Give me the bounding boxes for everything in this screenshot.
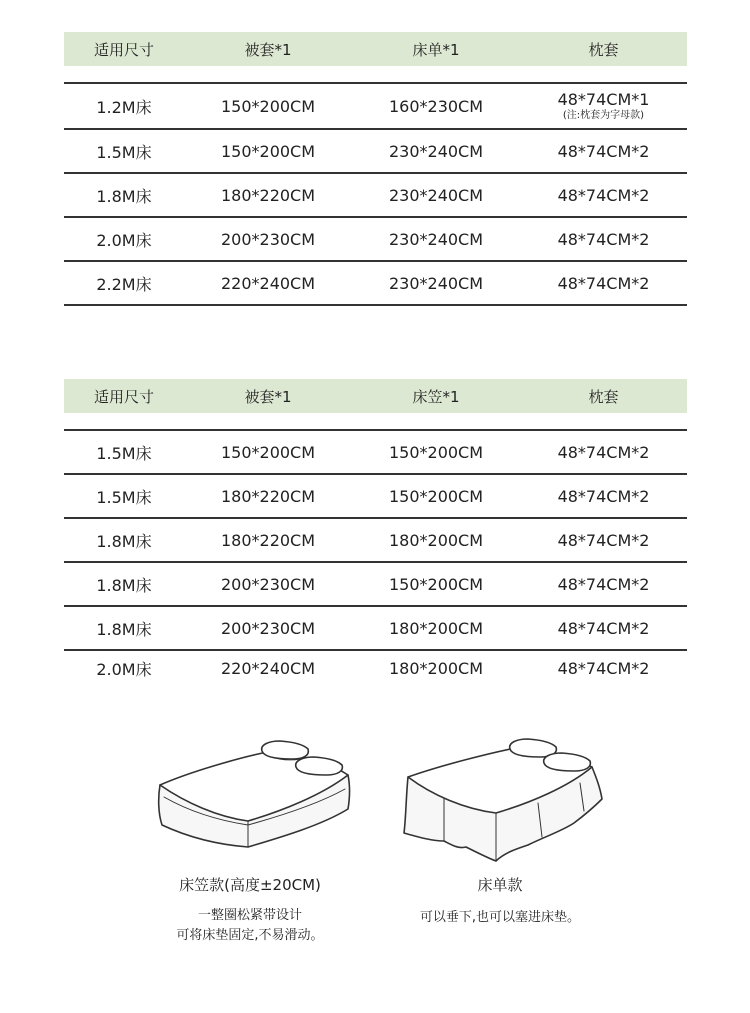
header-size: 适用尺寸 (93, 40, 154, 59)
cell-duvet: 180*220CM (220, 530, 316, 550)
cell-size: 2.0M床 (96, 659, 152, 679)
table-row (64, 431, 687, 475)
cell-pillowcase (520, 91, 687, 122)
header-duvet: 被套*1 (244, 387, 292, 406)
table-row (64, 218, 687, 262)
cell-size: 1.8M床 (96, 575, 152, 595)
table-row (64, 519, 687, 563)
table-row (64, 174, 687, 218)
cell-fitted: 150*200CM (388, 574, 484, 594)
cell-pillowcase: 48*74CM*2 (557, 530, 650, 550)
cell-pillowcase: 48*74CM*2 (557, 442, 650, 462)
cell-fitted: 150*200CM (388, 442, 484, 462)
table-row (64, 607, 687, 651)
cell-pillowcase: 48*74CM*2 (557, 141, 650, 161)
table-row (64, 262, 687, 306)
fitted-desc-line2: 可将床垫固定,不易滑动。 (176, 928, 324, 943)
flat-desc-line1: 可以垂下,也可以塞进床垫。 (419, 910, 581, 925)
cell-duvet: 200*230CM (220, 574, 316, 594)
cell-size: 1.8M床 (96, 619, 152, 639)
cell-pillowcase: 48*74CM*2 (557, 486, 650, 506)
table-row (64, 475, 687, 519)
cell-sheet: 160*230CM (388, 96, 484, 116)
table-header (64, 32, 687, 66)
cell-duvet: 150*200CM (220, 141, 316, 161)
cell-size: 1.8M床 (96, 531, 152, 551)
pillowcase-value: 48*74CM*1 (557, 89, 650, 109)
header-pillowcase: 枕套 (588, 387, 619, 406)
cell-sheet: 230*240CM (388, 273, 484, 293)
header-pillowcase: 枕套 (588, 40, 619, 59)
cell-duvet: 220*240CM (220, 273, 316, 293)
table-header (64, 379, 687, 413)
pillowcase-note: (注:枕套为字母款) (562, 109, 645, 121)
cell-pillowcase: 48*74CM*2 (557, 658, 650, 678)
size-table-flat-sheet (64, 32, 687, 306)
cell-pillowcase: 48*74CM*2 (557, 229, 650, 249)
fitted-bed-icon (152, 737, 357, 852)
cell-pillowcase: 48*74CM*2 (557, 185, 650, 205)
table-row (64, 563, 687, 607)
cell-duvet: 180*220CM (220, 185, 316, 205)
header-duvet: 被套*1 (244, 40, 292, 59)
header-fitted: 床笠*1 (412, 387, 460, 406)
table-row (64, 130, 687, 174)
header-spacer (64, 413, 687, 431)
cell-duvet: 220*240CM (220, 658, 316, 678)
header-size: 适用尺寸 (93, 387, 154, 406)
cell-duvet: 150*200CM (220, 442, 316, 462)
cell-duvet: 150*200CM (220, 96, 316, 116)
cell-duvet: 200*230CM (220, 618, 316, 638)
cell-fitted: 180*200CM (388, 618, 484, 638)
cell-size: 2.2M床 (96, 274, 152, 294)
size-table-fitted-sheet (64, 379, 687, 685)
cell-size: 1.5M床 (96, 142, 152, 162)
table-row (64, 651, 687, 685)
cell-duvet: 180*220CM (220, 486, 316, 506)
table-row (64, 84, 687, 130)
fitted-caption: 床笠款(高度±20CM) (179, 876, 321, 894)
flat-description (390, 908, 610, 928)
illustration-area (0, 735, 750, 1013)
cell-size: 1.5M床 (96, 443, 152, 463)
flat-caption: 床单款 (477, 876, 523, 894)
cell-sheet: 230*240CM (388, 229, 484, 249)
cell-fitted: 180*200CM (388, 530, 484, 550)
cell-pillowcase: 48*74CM*2 (557, 574, 650, 594)
cell-fitted: 180*200CM (388, 658, 484, 678)
cell-pillowcase: 48*74CM*2 (557, 618, 650, 638)
cell-pillowcase: 48*74CM*2 (557, 273, 650, 293)
cell-size: 1.8M床 (96, 186, 152, 206)
flat-bed-icon (398, 737, 608, 863)
fitted-description (140, 906, 360, 946)
header-spacer (64, 66, 687, 84)
cell-fitted: 150*200CM (388, 486, 484, 506)
header-sheet: 床单*1 (412, 40, 460, 59)
cell-sheet: 230*240CM (388, 185, 484, 205)
cell-duvet: 200*230CM (220, 229, 316, 249)
cell-size: 2.0M床 (96, 230, 152, 250)
cell-sheet: 230*240CM (388, 141, 484, 161)
cell-size: 1.2M床 (96, 97, 152, 117)
fitted-desc-line1: 一整圈松紧带设计 (197, 908, 302, 923)
cell-size: 1.5M床 (96, 487, 152, 507)
